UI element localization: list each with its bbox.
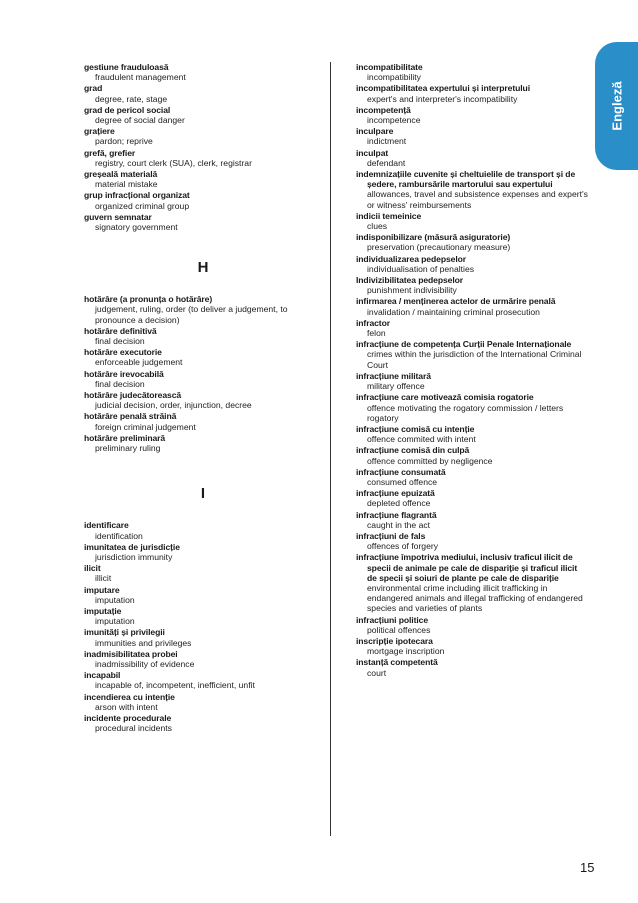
entry-term: indisponibilizare (măsură asiguratorie) — [356, 232, 511, 243]
entry-term: imunități și privilegii — [84, 627, 165, 638]
dictionary-entry — [356, 424, 588, 444]
entry-term: infractor — [356, 317, 390, 328]
dictionary-entry — [356, 83, 588, 103]
entry-term: hotărâre (a pronunța o hotărâre) — [84, 294, 213, 305]
entry-translation: pardon; reprive — [95, 136, 153, 147]
entry-translation: offence commited with intent — [367, 434, 476, 445]
entry-term: hotărâre penală străină — [84, 411, 177, 422]
column-divider — [330, 62, 331, 836]
entry-translation: expert's and interpreter's incompatibility — [367, 93, 518, 104]
dictionary-entry — [356, 467, 588, 487]
entry-term: grad de pericol social — [84, 104, 171, 115]
entry-translation: registry, court clerk (SUA), clerk, registrar — [95, 157, 252, 168]
dictionary-entry — [84, 563, 322, 583]
entry-translation: foreign criminal judgement — [95, 421, 196, 432]
entry-translation: consumed offence — [367, 476, 438, 487]
dictionary-entry — [356, 552, 588, 613]
right-entries — [356, 62, 588, 678]
entry-translation: final decision — [95, 378, 145, 389]
entry-term: inadmisibilitatea probei — [84, 648, 178, 659]
entry-translation: jurisdiction immunity — [95, 551, 173, 562]
entry-translation: caught in the act — [367, 519, 431, 530]
dictionary-entry — [356, 510, 588, 530]
dictionary-entry — [356, 657, 588, 677]
entry-term: infracțiune comisă din culpă — [356, 445, 470, 456]
dictionary-entry — [356, 62, 588, 82]
entry-term: incapabil — [84, 670, 121, 681]
entry-translation: offence committed by negligence — [367, 455, 493, 466]
entry-term: infracțiuni politice — [356, 614, 429, 625]
dictionary-entry — [84, 105, 322, 125]
entry-translation: incompetence — [367, 115, 421, 126]
entry-term: infracțiune care motivează comisia rogatorie — [356, 392, 534, 403]
entry-term: imunitatea de jurisdicție — [84, 541, 180, 552]
dictionary-entry — [84, 542, 322, 562]
dictionary-entry — [84, 627, 322, 647]
entry-translation: mortgage inscription — [367, 646, 445, 657]
entry-term: hotărâre judecătorească — [84, 390, 182, 401]
dictionary-entry — [356, 275, 588, 295]
entry-term: identificare — [84, 520, 129, 531]
dictionary-entry — [356, 371, 588, 391]
entry-term: grad — [84, 83, 103, 94]
entry-term: indemnizațiile cuvenite și cheltuielile de transport și de ședere, rambursările martorului sau expertului — [356, 169, 576, 190]
dictionary-entry — [84, 585, 322, 605]
entry-term: hotărâre irevocabilă — [84, 368, 164, 379]
dictionary-entry — [356, 531, 588, 551]
entry-term: hotărâre preliminară — [84, 432, 166, 443]
entry-translation: inadmissibility of evidence — [95, 658, 195, 669]
entry-translation: judicial decision, order, injunction, decree — [95, 400, 252, 411]
dictionary-entry — [356, 211, 588, 231]
entry-translation: procedural incidents — [95, 723, 172, 734]
entry-term: instanță competentă — [356, 657, 438, 668]
entry-term: incendierea cu intenție — [84, 691, 175, 702]
entry-term: inculpat — [356, 147, 389, 158]
dictionary-entry — [84, 148, 322, 168]
entry-term: greșeală materială — [84, 169, 158, 180]
dictionary-entry — [356, 148, 588, 168]
letter-heading-i: I — [200, 485, 206, 503]
entry-term: infracțiune militară — [356, 370, 431, 381]
dictionary-entry — [356, 232, 588, 252]
dictionary-entry — [84, 670, 322, 690]
entry-term: grup infracțional organizat — [84, 190, 190, 201]
entry-term: hotărâre definitivă — [84, 325, 157, 336]
dictionary-entry — [356, 169, 588, 210]
entry-term: grefă, grefier — [84, 147, 136, 158]
dictionary-entry — [84, 169, 322, 189]
entry-term: gestiune frauduloasă — [84, 62, 169, 72]
entry-translation: imputation — [95, 616, 135, 627]
entry-translation: preservation (precautionary measure) — [367, 242, 511, 253]
entry-translation: political offences — [367, 624, 431, 635]
entry-translation: indictment — [367, 136, 407, 147]
dictionary-entry — [356, 254, 588, 274]
entry-translation: allowances, travel and subsistence expenses and expert's or witness' reimbursements — [367, 189, 588, 210]
entry-translation: degree of social danger — [95, 115, 185, 126]
entry-translation: degree, rate, stage — [95, 93, 168, 104]
entry-translation: invalidation / maintaining criminal prosecution — [367, 306, 540, 317]
entry-translation: signatory government — [95, 222, 178, 233]
dictionary-entry — [356, 126, 588, 146]
left-entries — [84, 62, 322, 232]
entry-term: infracțiune flagrantă — [356, 509, 437, 520]
entry-translation: individualisation of penalties — [367, 263, 475, 274]
entry-translation: material mistake — [95, 179, 158, 190]
entry-term: infirmarea / menținerea actelor de urmărire penală — [356, 296, 556, 307]
entry-term: incidente procedurale — [84, 712, 172, 723]
dictionary-entry — [84, 692, 322, 712]
letter-heading-h: H — [197, 259, 209, 277]
entry-term: Indivizibilitatea pedepselor — [356, 275, 464, 286]
dictionary-entry — [356, 636, 588, 656]
entry-translation: preliminary ruling — [95, 443, 161, 454]
entry-term: hotărâre executorie — [84, 347, 162, 358]
right-column — [356, 62, 588, 679]
entry-term: imputare — [84, 584, 120, 595]
h-entries — [84, 294, 322, 453]
entry-translation: depleted offence — [367, 498, 431, 509]
entry-term: infracțiune epuizată — [356, 488, 435, 499]
entry-term: infracțiuni de fals — [356, 530, 426, 541]
dictionary-entry — [84, 126, 322, 146]
entry-translation: crimes within the jurisdiction of the International Criminal Court — [367, 349, 582, 370]
entry-translation: environmental crime including illicit trafficking in endangered animals and illegal trafficking of endangered species and varieties of plants — [367, 582, 583, 614]
dictionary-entry — [84, 347, 322, 367]
dictionary-entry — [84, 390, 322, 410]
entry-translation: defendant — [367, 157, 406, 168]
entry-translation: fraudulent management — [95, 72, 186, 83]
dictionary-entry — [356, 615, 588, 635]
dictionary-entry — [84, 411, 322, 431]
entry-translation: military offence — [367, 381, 425, 392]
dictionary-entry — [84, 606, 322, 626]
entry-translation: identification — [95, 530, 143, 541]
entry-term: incompatibilitatea expertului și interpretului — [356, 83, 530, 94]
entry-translation: court — [367, 667, 387, 678]
dictionary-entry — [84, 83, 322, 103]
entry-translation: incapable of, incompetent, inefficient, unfit — [95, 680, 255, 691]
entry-term: guvern semnatar — [84, 211, 152, 222]
entry-term: infracțiune de competența Curții Penale Internaționale — [356, 339, 572, 350]
dictionary-entry — [84, 649, 322, 669]
entry-term: grațiere — [84, 126, 115, 137]
dictionary-entry — [356, 339, 588, 370]
entry-translation: clues — [367, 221, 388, 232]
i-entries — [84, 520, 322, 733]
dictionary-entry — [84, 369, 322, 389]
dictionary-entry — [84, 62, 322, 82]
entry-term: inculpare — [356, 126, 394, 137]
entry-translation: felon — [367, 328, 386, 339]
entry-translation: imputation — [95, 594, 135, 605]
dictionary-entry — [84, 433, 322, 453]
entry-translation: enforceable judgement — [95, 357, 183, 368]
entry-translation: illicit — [95, 573, 112, 584]
dictionary-entry — [356, 296, 588, 316]
entry-term: indicii temeinice — [356, 210, 422, 221]
dictionary-entry — [356, 488, 588, 508]
entry-term: inscripție ipotecara — [356, 635, 433, 646]
entry-translation: offences of forgery — [367, 541, 439, 552]
entry-translation: final decision — [95, 336, 145, 347]
entry-translation: arson with intent — [95, 701, 158, 712]
entry-term: infracțiune împotriva mediului, inclusiv traficul ilicit de specii de animale pe cale de dispariție și traficul ilicit de specii și soiuri de plante pe cale de dispariție — [356, 552, 578, 583]
entry-term: individualizarea pedepselor — [356, 253, 467, 264]
dictionary-entry — [84, 520, 322, 540]
language-tab — [595, 42, 638, 170]
entry-translation: punishment indivisibility — [367, 285, 457, 296]
dictionary-entry — [356, 105, 588, 125]
dictionary-entry — [84, 326, 322, 346]
dictionary-entry — [356, 392, 588, 423]
page-number: 15 — [580, 860, 595, 875]
dictionary-entry — [356, 445, 588, 465]
dictionary-entry — [84, 294, 322, 325]
entry-term: incompatibilitate — [356, 62, 423, 72]
entry-term: infracțiune comisă cu intenție — [356, 423, 475, 434]
entry-translation: judgement, ruling, order (to deliver a judgement, to pronounce a decision) — [95, 304, 288, 325]
entry-translation: incompatibility — [367, 72, 421, 83]
dictionary-entry — [84, 212, 322, 232]
entry-translation: immunities and privileges — [95, 637, 192, 648]
language-tab-label: Engleză — [609, 81, 624, 131]
left-column — [84, 62, 322, 734]
entry-term: ilicit — [84, 563, 101, 574]
entry-term: incompetență — [356, 104, 411, 115]
entry-term: imputație — [84, 605, 122, 616]
entry-translation: offence motivating the rogatory commission / letters rogatory — [367, 402, 564, 423]
dictionary-entry — [84, 190, 322, 210]
entry-translation: organized criminal group — [95, 200, 190, 211]
entry-term: infracțiune consumată — [356, 466, 446, 477]
dictionary-entry — [356, 318, 588, 338]
dictionary-entry — [84, 713, 322, 733]
